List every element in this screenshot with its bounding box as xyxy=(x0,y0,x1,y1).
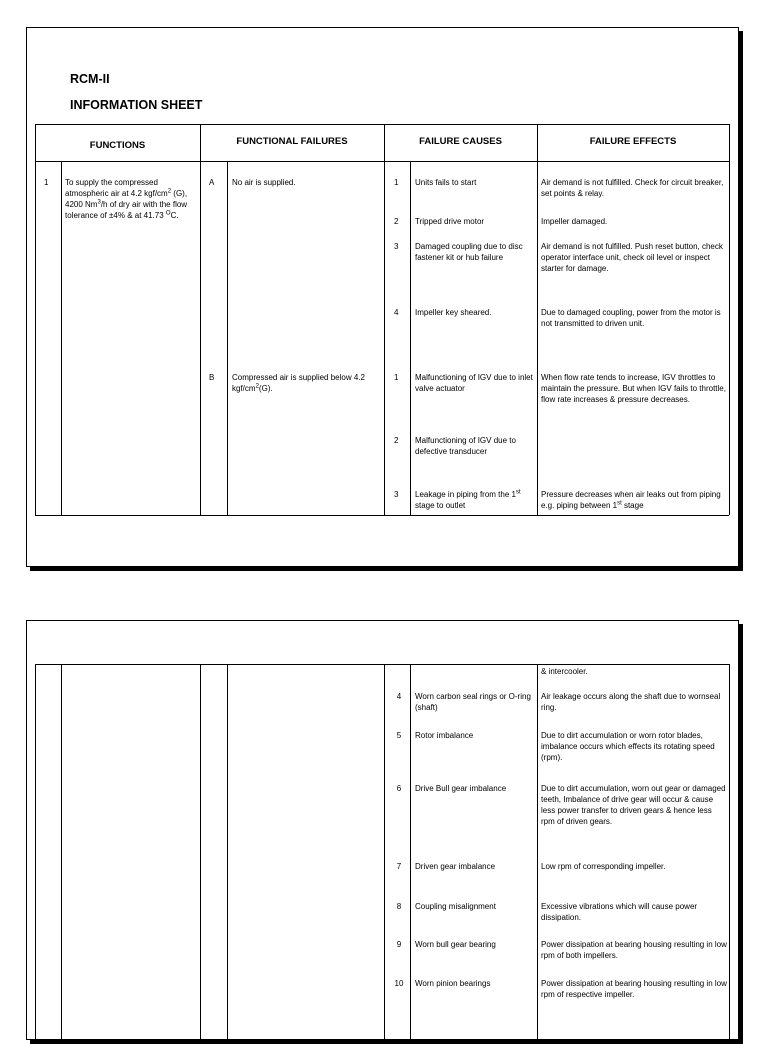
col-border xyxy=(227,664,228,1044)
failure-effect: Excessive vibrations which will cause power dissipation. xyxy=(541,902,698,922)
failure-cause: Worn bull gear bearing xyxy=(415,940,496,949)
failure-b-text: Compressed air is supplied below 4.2 kgf/$cm^2(G)$. xyxy=(232,373,365,393)
failure-cause: Damaged coupling due to disc fastener kit or hub failure xyxy=(415,242,523,262)
cause-number: 1 xyxy=(394,373,399,382)
cause-number: 4 xyxy=(396,692,402,701)
cause-number: 7 xyxy=(396,862,402,871)
table-bottom-border xyxy=(35,515,729,516)
col-border xyxy=(35,664,36,1044)
function-number: 1 xyxy=(44,178,49,187)
document-title: RCM-II xyxy=(70,72,110,86)
header-failure-causes: FAILURE CAUSES xyxy=(419,136,502,147)
header-functions: FUNCTIONS xyxy=(89,140,146,151)
col-border xyxy=(61,664,62,1044)
col-border xyxy=(410,161,411,515)
cause-number: 10 xyxy=(394,979,404,988)
failure-letter-a: A xyxy=(209,178,215,187)
document-page-2 xyxy=(26,620,739,1040)
failure-effect: Air demand is not fulfilled. Check for circuit breaker, set points & relay. xyxy=(541,178,724,198)
failure-effect: Due to damaged coupling, power from the motor is not transmitted to driven unit. xyxy=(541,308,721,328)
col-border xyxy=(35,124,36,515)
cause-number: 1 xyxy=(394,178,399,187)
cause-number: 5 xyxy=(396,731,402,740)
failure-effect: Impeller damaged. xyxy=(541,217,608,226)
failure-cause: Coupling misalignment xyxy=(415,902,496,911)
header-failure-effects: FAILURE EFFECTS xyxy=(589,136,677,147)
function-text: To supply the compressed atmospheric air at 4.2 kgf/$cm^2$ (G), 4200 Nm$^3$/h of dry air with the flow tolerance of ±4% & at 41.73 $^O$C. xyxy=(65,178,188,220)
cause-number: 2 xyxy=(394,217,399,226)
failure-effect-continued: & intercooler. xyxy=(541,667,588,676)
failure-effect: Due to dirt accumulation, worn out gear or damaged teeth, Imbalance of drive gear will occur & cause less power transfer to driven gears & hence less rpm of driven gears. xyxy=(541,784,726,826)
failure-letter-b: B xyxy=(209,373,215,382)
header-functional-failures: FUNCTIONAL FAILURES xyxy=(236,136,348,147)
failure-effect: Power dissipation at bearing housing resulting in low rpm of respective impeller. xyxy=(541,979,727,999)
header-bottom-border xyxy=(35,161,729,162)
document-page-1 xyxy=(26,27,739,567)
failure-effect: Air demand is not fulfilled. Push reset button, check operator interface unit, check oil level or inspect starter for damage. xyxy=(541,242,723,273)
col-border xyxy=(537,664,538,1044)
failure-cause: Leakage in piping from the 1st stage to outlet xyxy=(415,489,521,510)
failure-a-text: No air is supplied. xyxy=(232,178,296,187)
failure-effect: Low rpm of corresponding impeller. xyxy=(541,862,666,871)
failure-effect: Due to dirt accumulation or worn rotor blades, imbalance occurs which effects its rotating speed (rpm). xyxy=(541,731,715,762)
failure-effect: Pressure decreases when air leaks out from piping e.g. piping between 1st stage xyxy=(541,490,721,510)
failure-cause: Drive Bull gear imbalance xyxy=(415,784,507,793)
failure-cause: Malfunctioning of IGV due to inlet valve actuator xyxy=(415,373,533,393)
cause-number: 4 xyxy=(394,308,399,317)
col-border xyxy=(200,124,201,515)
document-subtitle: INFORMATION SHEET xyxy=(70,98,203,112)
cause-number: 3 xyxy=(394,490,399,499)
cause-number: 8 xyxy=(396,902,402,911)
failure-cause: Worn carbon seal rings or O-ring (shaft) xyxy=(415,692,531,712)
failure-effect: Air leakage occurs along the shaft due to wornseal ring. xyxy=(541,692,721,712)
col-border xyxy=(384,664,385,1044)
failure-effect: Power dissipation at bearing housing resulting in low rpm of both impellers. xyxy=(541,940,727,960)
failure-cause: Tripped drive motor xyxy=(415,217,485,226)
table-top-border xyxy=(35,124,729,125)
col-border xyxy=(729,124,730,515)
col-border xyxy=(537,124,538,515)
col-border xyxy=(200,664,201,1044)
cause-number: 6 xyxy=(396,784,402,793)
col-border xyxy=(729,664,730,1044)
failure-cause: Worn pinion bearings xyxy=(415,979,491,988)
col-border xyxy=(227,161,228,515)
failure-cause: Malfunctioning of IGV due to defective transducer xyxy=(415,436,516,456)
failure-cause: Impeller key sheared. xyxy=(415,308,492,317)
cause-number: 3 xyxy=(394,242,399,251)
failure-cause: Units fails to start xyxy=(415,178,477,187)
failure-cause: Driven gear imbalance xyxy=(415,862,496,871)
failure-effect: When flow rate tends to increase, IGV throttles to maintain the pressure. But when IGV fails to throttle, flow rate increases & pressure decreases. xyxy=(541,373,726,404)
col-border xyxy=(384,124,385,515)
col-border xyxy=(61,161,62,515)
cause-number: 2 xyxy=(394,436,399,445)
failure-cause: Rotor imbalance xyxy=(415,731,474,740)
cause-number: 9 xyxy=(396,940,402,949)
table-top-border xyxy=(35,664,729,665)
col-border xyxy=(410,664,411,1044)
